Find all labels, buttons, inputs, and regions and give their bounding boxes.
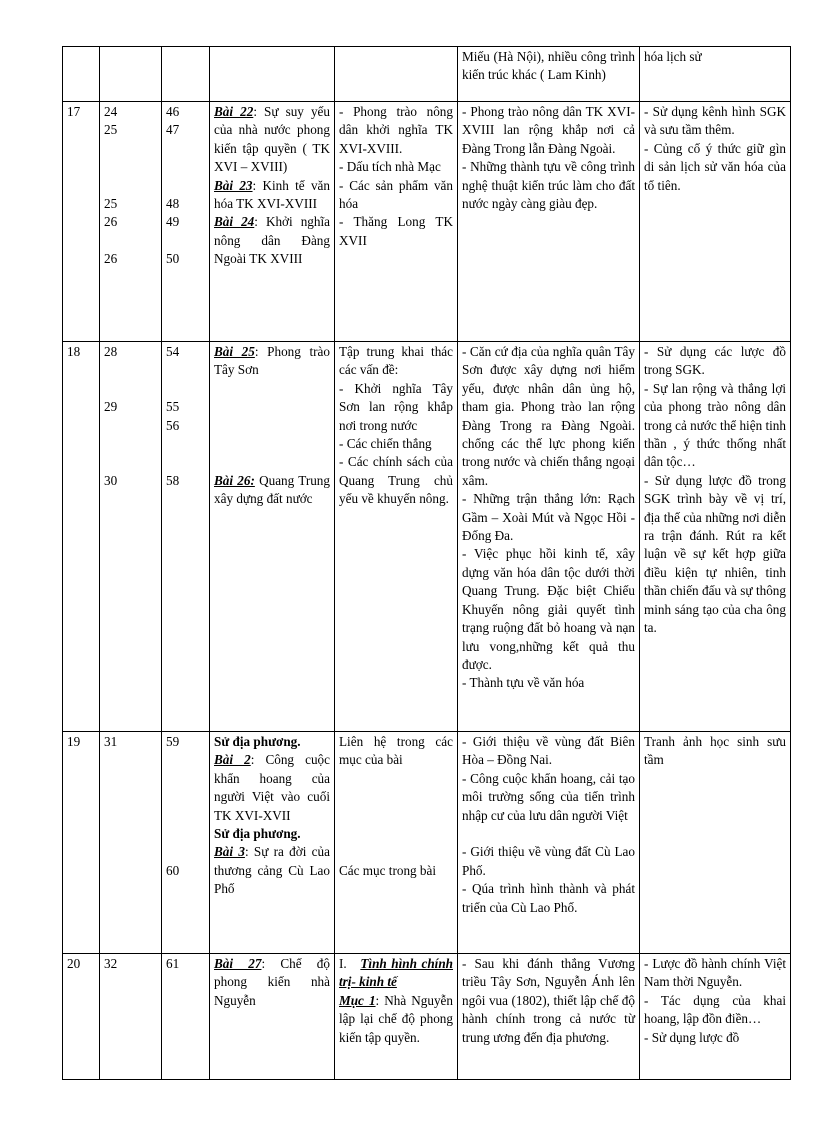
focus-item: - Các chiến thắng — [339, 436, 432, 452]
method-cell — [640, 102, 791, 342]
lesson-number-cell — [162, 102, 210, 342]
lesson-number-cell — [162, 732, 210, 954]
lesson-title: Bài 27: Chế độ phong kiến nhà Nguyễn — [214, 956, 330, 1008]
lesson-number: 48 — [166, 196, 180, 211]
lesson-title: Sử địa phương. Bài 2: Công cuộc khẩn hoang của người Việt vào cuối TK XVI-XVII — [214, 734, 330, 823]
lesson-title: Bài 25: Phong trào Tây Sơn — [214, 344, 330, 378]
content-item: - Giới thiệu về vùng đất Cù Lao Phố. — [462, 844, 635, 878]
week-cell — [63, 732, 100, 954]
focus-item: Liên hệ trong các mục của bài — [339, 734, 453, 768]
content-item: - Giới thiệu về vùng đất Biên Hòa – Đồng Nai. — [462, 734, 635, 768]
content-item: - Căn cứ địa của nghĩa quân Tây Sơn được xây dựng nơi hiểm yếu, được nhân dân ủng hộ, tham gia. Phong trào lan rộng Đàng Trong ra Đàng Ngoài. chống các thế lực phong kiến trong nước và chiến thắng ngoại xâm. — [462, 344, 635, 488]
lesson-title: Bài 26: Quang Trung xây dựng đất nước — [214, 472, 330, 507]
period-cell — [100, 732, 162, 954]
focus-cell — [335, 342, 458, 732]
period-cell — [100, 342, 162, 732]
lesson-number: 58 — [166, 472, 180, 488]
method-item: - Sự lan rộng và thắng lợi của phong trào nông dân trong cả nước thể hiện tinh thần , ý thức thống nhất dân tộc… — [644, 380, 786, 470]
lesson-cell — [210, 342, 335, 732]
period-number: 31 — [104, 734, 118, 749]
lesson-number: 49 — [166, 214, 180, 230]
focus-item: - Phong trào nông dân khởi nghĩa TK XVI-XVIII. — [339, 104, 453, 156]
method-item: - Sử dụng kênh hình SGK và sưu tầm thêm. — [644, 104, 786, 138]
table-row — [63, 954, 791, 1080]
focus-cell — [335, 47, 458, 102]
lesson-number: 47 — [166, 122, 180, 138]
method-cell — [640, 954, 791, 1080]
method-item: - Sử dụng các lược đồ trong SGK. — [644, 344, 786, 378]
period-number: 26 — [104, 214, 118, 230]
period-number: 29 — [104, 399, 118, 415]
lesson-title: Bài 22: Sự suy yếu của nhà nước phong kiến tập quyền ( TK XVI – XVIII) — [214, 104, 330, 175]
method-item: - Củng cố ý thức giữ gìn di sản lịch sử văn hóa của tổ tiên. — [644, 140, 786, 193]
content-item: - Thành tựu về văn hóa — [462, 675, 585, 691]
week-number: 20 — [67, 956, 81, 971]
period-number: 24 — [104, 104, 118, 119]
lesson-number: 46 — [166, 104, 180, 119]
lesson-plan-table — [62, 46, 791, 1080]
lesson-cell — [210, 732, 335, 954]
focus-item: Mục 1: Nhà Nguyễn lập lại chế độ phong kiến tập quyền. — [339, 992, 453, 1045]
method-cell — [640, 342, 791, 732]
lesson-number-cell — [162, 47, 210, 102]
content-cell — [458, 47, 640, 102]
week-number: 17 — [67, 104, 81, 119]
focus-cell — [335, 732, 458, 954]
week-cell — [63, 954, 100, 1080]
content-text: Miếu (Hà Nội), nhiều công trình kiến trúc khác ( Lam Kinh) — [462, 49, 635, 83]
focus-item: - Khởi nghĩa Tây Sơn lan rộng khắp nơi trong nước — [339, 380, 453, 433]
content-item: - Việc phục hồi kinh tế, xây dựng văn hóa dân tộc dưới thời Quang Trung. Đặc biệt Chiếu Khuyến nông giải quyết tình trạng ruộng đất bỏ hoang và nạn lưu vong,những kết quả thu được. — [462, 546, 635, 672]
week-cell — [63, 342, 100, 732]
lesson-number: 60 — [166, 862, 180, 878]
focus-item: Các mục trong bài — [339, 862, 437, 878]
content-item: - Công cuộc khẩn hoang, cải tạo môi trường sống của tiến trình nhập cư của lưu dân người Việt — [462, 770, 635, 823]
week-number: 19 — [67, 734, 81, 749]
content-cell — [458, 342, 640, 732]
period-number: 30 — [104, 472, 118, 488]
lesson-cell — [210, 102, 335, 342]
focus-cell — [335, 954, 458, 1080]
lesson-number: 59 — [166, 734, 180, 749]
focus-item: - Thăng Long TK XVII — [339, 214, 453, 248]
week-cell — [63, 47, 100, 102]
table-row — [63, 102, 791, 342]
lesson-number-cell — [162, 954, 210, 1080]
method-item: - Lược đồ hành chính Việt Nam thời Nguyễn. — [644, 956, 786, 990]
lesson-cell — [210, 954, 335, 1080]
focus-heading: I. Tình hình chính trị- kinh tế — [339, 956, 454, 990]
period-cell — [100, 102, 162, 342]
method-cell — [640, 47, 791, 102]
week-number: 18 — [67, 344, 81, 359]
period-number: 32 — [104, 956, 118, 971]
period-number: 26 — [104, 251, 118, 267]
method-item: - Tác dụng của khai hoang, lập đồn điền… — [644, 992, 786, 1027]
period-number: 25 — [104, 196, 118, 211]
method-cell — [640, 732, 791, 954]
lesson-number: 54 — [166, 344, 180, 359]
focus-item: Tập trung khai thác các vấn đề: — [339, 344, 453, 378]
content-item: - Qúa trình hình thành và phát triển của Cù Lao Phố. — [462, 881, 635, 915]
focus-item: - Các sản phẩm văn hóa — [339, 177, 453, 212]
lesson-number-cell — [162, 342, 210, 732]
lesson-title: Bài 23: Kinh tế văn hóa TK XVI-XVIII — [214, 177, 330, 212]
period-cell — [100, 954, 162, 1080]
method-text: hóa lịch sử — [644, 49, 702, 64]
content-cell — [458, 102, 640, 342]
table-row — [63, 47, 791, 102]
lesson-plan-page — [62, 46, 790, 1080]
focus-item: - Các chính sách của Quang Trung chủ yếu về khuyến nông. — [339, 454, 453, 507]
period-number: 28 — [104, 344, 118, 359]
content-item: - Những trận thắng lớn: Rạch Gầm – Xoài Mút và Ngọc Hồi - Đống Đa. — [462, 491, 635, 544]
table-row — [63, 732, 791, 954]
method-item: Tranh ảnh học sinh sưu tầm — [644, 734, 786, 768]
lesson-number: 56 — [166, 417, 180, 433]
lesson-number: 61 — [166, 956, 180, 971]
lesson-number: 55 — [166, 399, 180, 415]
method-item: - Sử dụng lược đồ — [644, 1029, 740, 1045]
period-number: 25 — [104, 122, 118, 138]
content-cell — [458, 954, 640, 1080]
lesson-cell — [210, 47, 335, 102]
content-item: - Sau khi đánh thắng Vương triều Tây Sơn, Nguyễn Ánh lên ngôi vua (1802), thiết lập chế độ hành chính trong cả nước từ trung ương đến địa phương. — [462, 956, 635, 1045]
method-item: - Sử dụng lược đồ trong SGK trình bày về vị trí, địa thế của những nơi diễn ra trận đánh. Rút ra kết luận về sự kết hợp giữa điều kiện tự nhiên, tinh thần chiến đấu và sự thông minh sáng tạo của cha ông ta. — [644, 472, 786, 636]
content-item: - Những thành tựu về công trình nghệ thuật kiến trúc làm cho đất nước ngày càng giàu đẹp. — [462, 159, 635, 212]
content-item: - Phong trào nông dân TK XVI-XVIII lan rộng khắp nơi cả Đàng Trong lẫn Đàng Ngoài. — [462, 104, 635, 156]
content-cell — [458, 732, 640, 954]
table-row — [63, 342, 791, 732]
focus-item: - Dấu tích nhà Mạc — [339, 159, 441, 175]
lesson-title: Sử địa phương. Bài 3: Sự ra đời của thương cảng Cù Lao Phố — [214, 826, 330, 897]
lesson-number: 50 — [166, 251, 180, 267]
focus-cell — [335, 102, 458, 342]
week-cell — [63, 102, 100, 342]
lesson-title: Bài 24: Khởi nghĩa nông dân Đàng Ngoài TK XVIII — [214, 214, 331, 267]
period-cell — [100, 47, 162, 102]
